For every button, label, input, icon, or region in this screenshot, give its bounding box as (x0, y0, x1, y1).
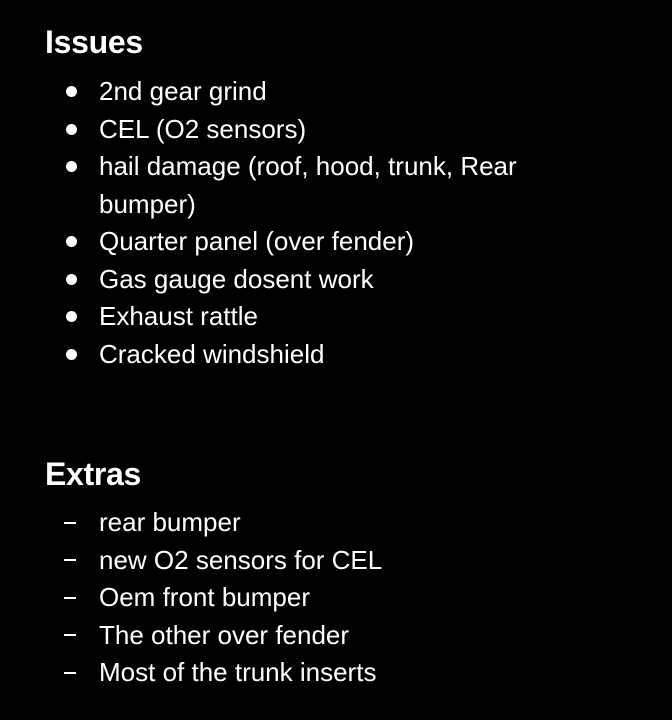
list-item-text: new O2 sensors for CEL (99, 544, 383, 575)
dash-icon (64, 654, 76, 692)
issues-heading: Issues (45, 24, 143, 60)
dash-icon (64, 579, 76, 617)
list-item-text: Exhaust rattle (99, 301, 258, 331)
extras-heading: Extras (45, 456, 142, 492)
list-item (0, 654, 672, 692)
dash-icon (64, 542, 76, 580)
list-item-text: Oem front bumper (99, 582, 310, 612)
list-item-text: Most of the trunk inserts (99, 657, 377, 687)
list-item-text: hail damage (roof, hood, trunk, Rear bumper) (99, 151, 517, 219)
bullet-icon (66, 261, 77, 299)
list-item (0, 298, 672, 336)
bullet-icon (66, 73, 77, 111)
list-item-text: Gas gauge dosent work (99, 263, 374, 294)
issues-list (0, 73, 672, 373)
list-item (0, 336, 672, 374)
list-item (0, 504, 672, 542)
extras-list (0, 504, 672, 692)
list-item (0, 73, 672, 111)
list-item (0, 579, 672, 617)
dash-icon (64, 504, 76, 542)
list-item (0, 148, 672, 223)
bullet-icon (66, 298, 77, 336)
list-item (0, 111, 672, 149)
list-item-text: Cracked windshield (99, 338, 325, 369)
list-item (0, 617, 672, 655)
list-item (0, 223, 672, 261)
list-item-text: The other over fender (99, 619, 350, 650)
bullet-icon (66, 148, 77, 186)
dash-icon (64, 617, 76, 655)
bullet-icon (66, 223, 77, 261)
bullet-icon (66, 111, 77, 149)
list-item-text: rear bumper (99, 507, 241, 537)
list-item-text: 2nd gear grind (99, 76, 267, 106)
list-item (0, 261, 672, 299)
list-item-text: Quarter panel (over fender) (99, 226, 415, 256)
list-item (0, 542, 672, 580)
bullet-icon (66, 336, 77, 374)
list-item-text: CEL (O2 sensors) (99, 113, 307, 144)
